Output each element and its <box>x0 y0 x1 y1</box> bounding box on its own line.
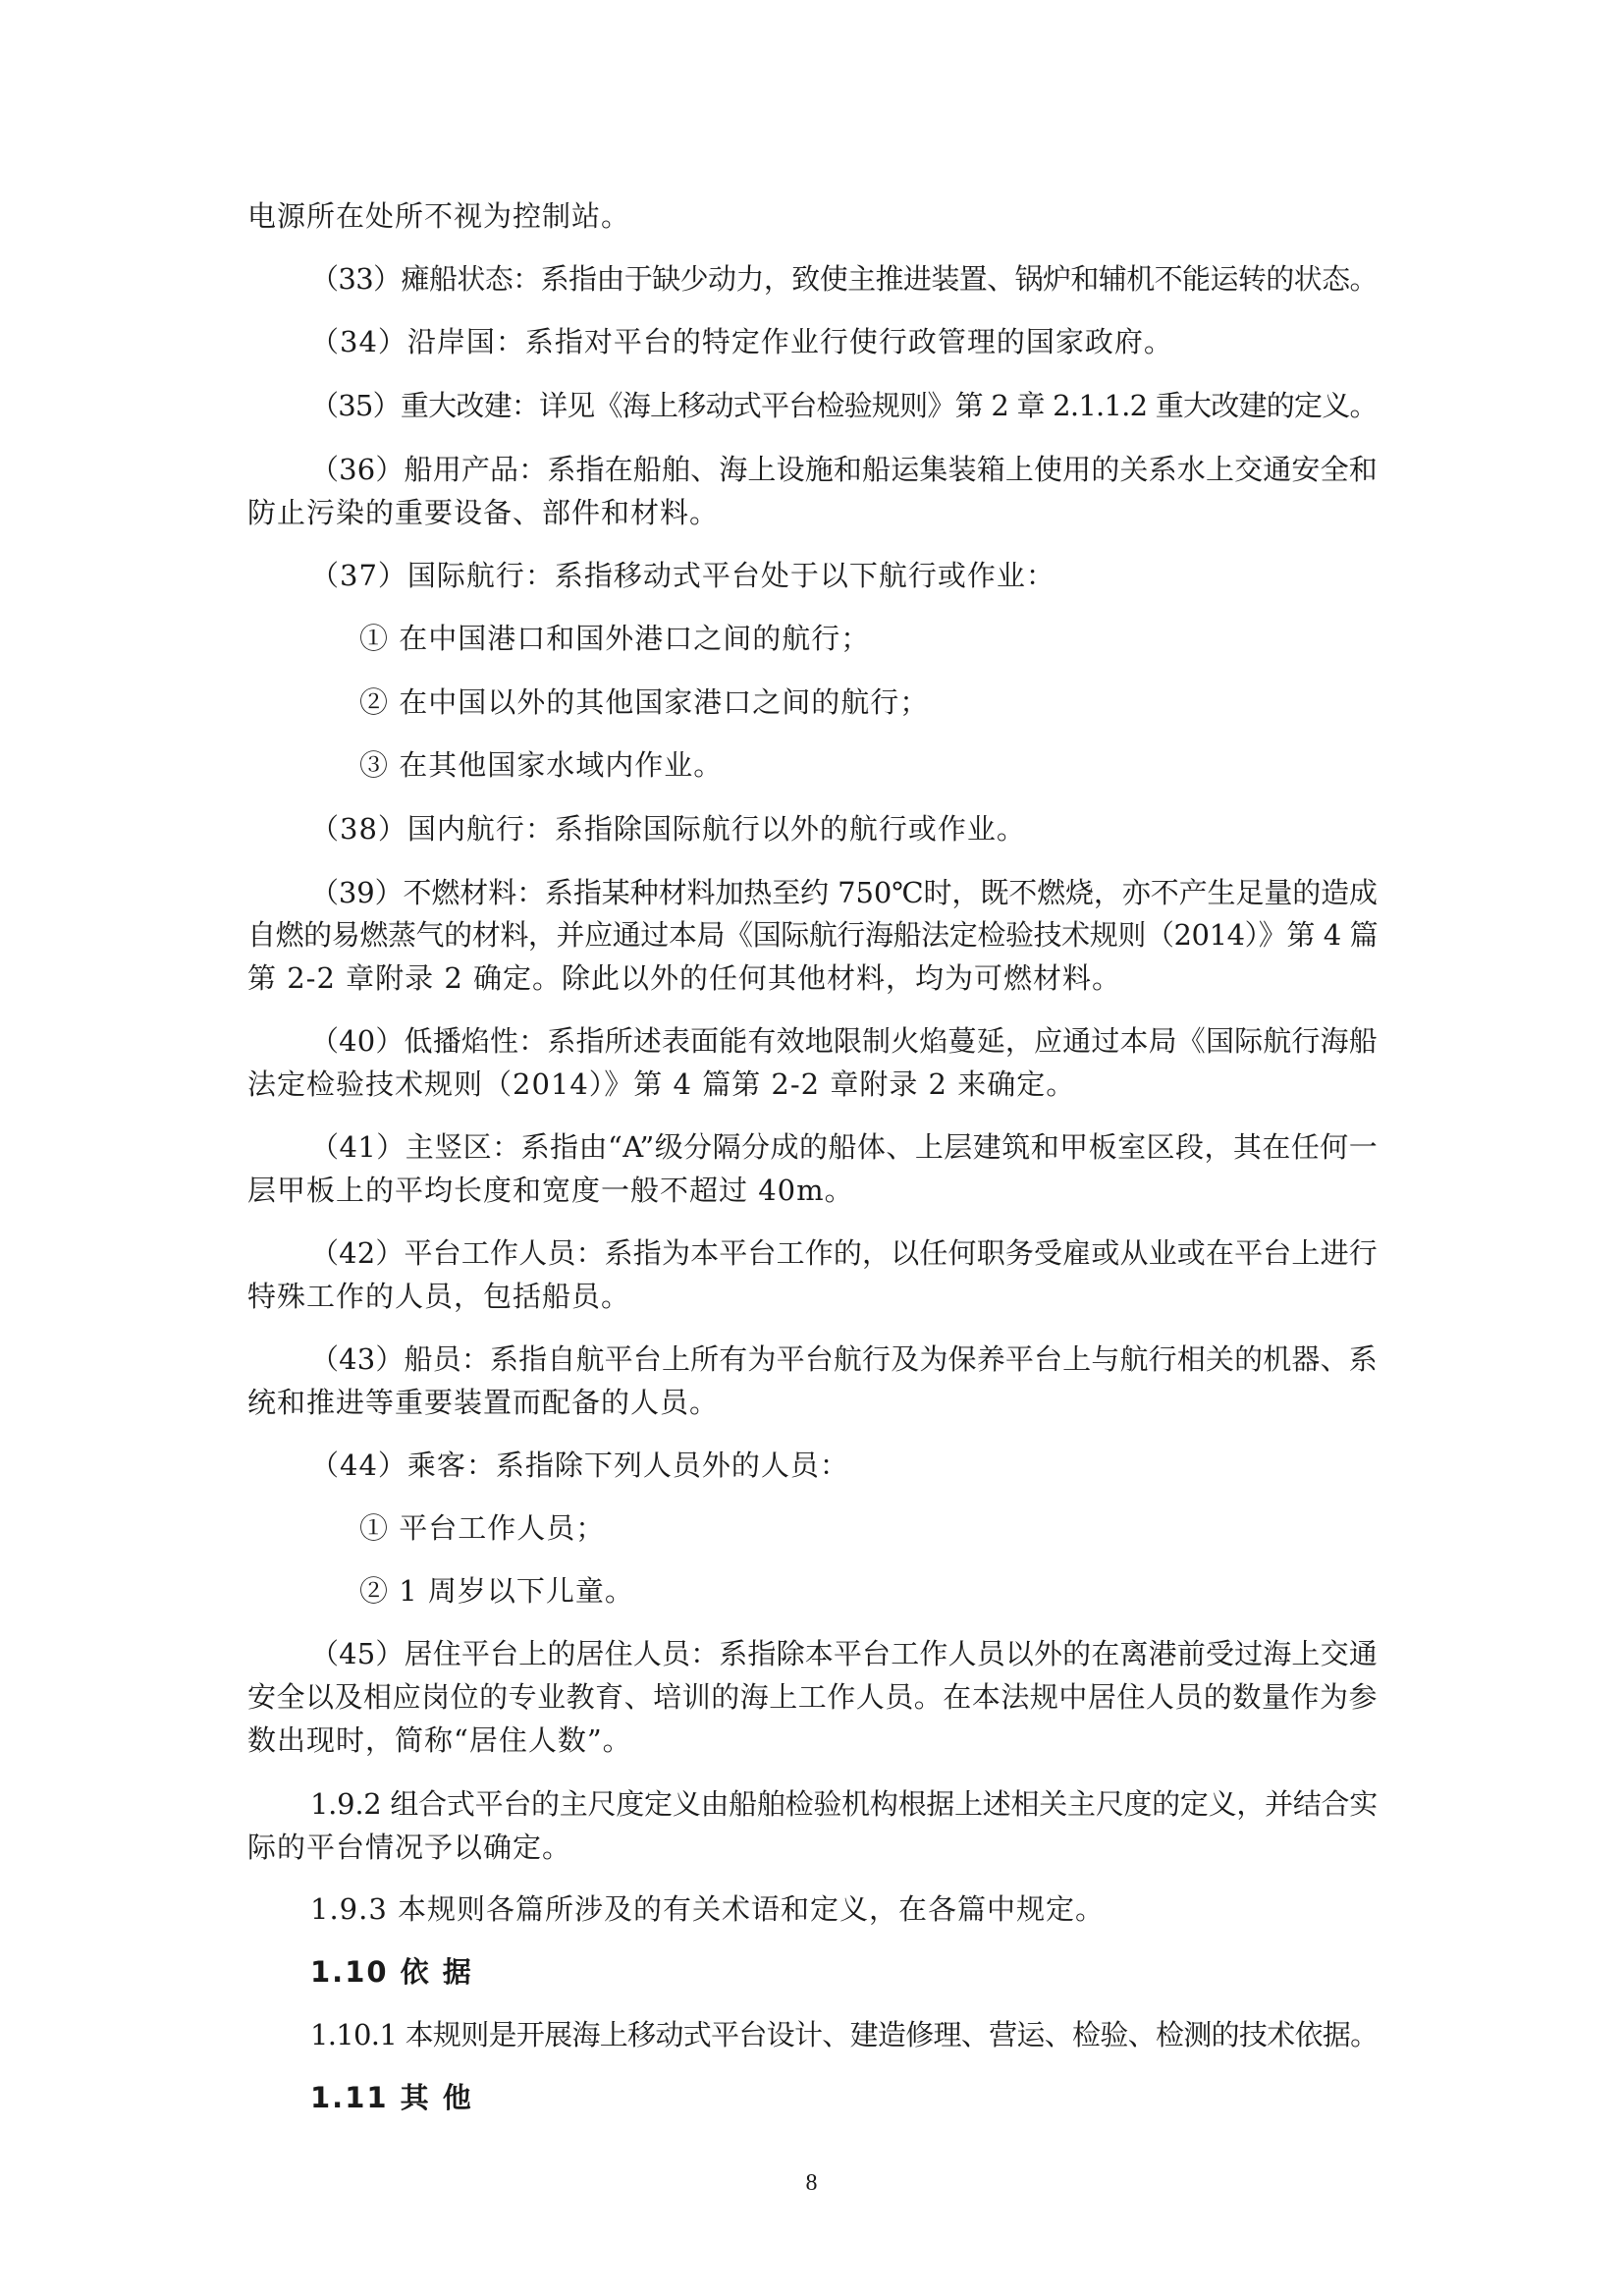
text-line: 际的平台情况予以确定。 <box>247 1831 572 1864</box>
section-heading: 1.10 依 据 <box>310 1955 473 1989</box>
text-line: （38）国内航行：系指除国际航行以外的航行或作业。 <box>310 812 1026 846</box>
text-line: （39）不燃材料：系指某种材料加热至约 750℃时，既不燃烧，亦不产生足量的造成 <box>310 876 1378 909</box>
text-line: 防止污染的重要设备、部件和材料。 <box>247 496 720 529</box>
text-line: 层甲板上的平均长度和宽度一般不超过 40m。 <box>247 1174 854 1207</box>
text-line: 1.9.3 本规则各篇所涉及的有关术语和定义，在各篇中规定。 <box>310 1892 1106 1926</box>
list-item: ② 1 周岁以下儿童。 <box>359 1574 634 1608</box>
text-line: 法定检验技术规则（2014）》第 4 篇第 2-2 章附录 2 来确定。 <box>247 1067 1076 1101</box>
text-line: 电源所在处所不视为控制站。 <box>247 199 631 233</box>
list-item: ① 平台工作人员； <box>359 1511 606 1545</box>
page-number: 8 <box>805 2170 818 2196</box>
list-item: ③ 在其他国家水域内作业。 <box>359 748 724 782</box>
text-line: （44）乘客：系指除下列人员外的人员： <box>310 1449 849 1482</box>
text-line: 特殊工作的人员，包括船员。 <box>247 1280 631 1313</box>
text-line: （36）船用产品：系指在船舶、海上设施和船运集装箱上使用的关系水上交通安全和 <box>310 453 1378 486</box>
text-line: （33）瘫船状态：系指由于缺少动力，致使主推进装置、锅炉和辅机不能运转的状态。 <box>310 262 1378 296</box>
text-line: 数出现时，简称“居住人数”。 <box>247 1723 632 1757</box>
text-line: （43）船员：系指自航平台上所有为平台航行及为保养平台上与航行相关的机器、系 <box>310 1342 1378 1376</box>
text-line: 自燃的易燃蒸气的材料，并应通过本局《国际航行海船法定检验技术规则（2014）》第 4 篇 <box>247 918 1379 952</box>
text-line: 第 2-2 章附录 2 确定。除此以外的任何其他材料，均为可燃材料。 <box>247 961 1122 995</box>
text-line: 1.9.2 组合式平台的主尺度定义由船舶检验机构根据上述相关主尺度的定义，并结合实 <box>310 1787 1379 1821</box>
text-line: （42）平台工作人员：系指为本平台工作的，以任何职务受雇或从业或在平台上进行 <box>310 1236 1378 1270</box>
text-line: （35）重大改建：详见《海上移动式平台检验规则》第 2 章 2.1.1.2 重大改建的定义。 <box>310 389 1378 422</box>
text-line: 安全以及相应岗位的专业教育、培训的海上工作人员。在本法规中居住人员的数量作为参 <box>247 1680 1379 1714</box>
list-item: ① 在中国港口和国外港口之间的航行； <box>359 622 871 655</box>
text-line: 统和推进等重要装置而配备的人员。 <box>247 1386 720 1419</box>
text-line: （40）低播焰性：系指所述表面能有效地限制火焰蔓延，应通过本局《国际航行海船 <box>310 1024 1378 1058</box>
text-line: （41）主竖区：系指由“A”级分隔分成的船体、上层建筑和甲板室区段，其在任何一 <box>310 1130 1379 1164</box>
text-line: （45）居住平台上的居住人员：系指除本平台工作人员以外的在离港前受过海上交通 <box>310 1637 1378 1670</box>
text-line: （34）沿岸国：系指对平台的特定作业行使行政管理的国家政府。 <box>310 325 1173 358</box>
text-line: （37）国际航行：系指移动式平台处于以下航行或作业： <box>310 559 1055 592</box>
text-line: 1.10.1 本规则是开展海上移动式平台设计、建造修理、营运、检验、检测的技术依据。 <box>310 2018 1379 2051</box>
list-item: ② 在中国以外的其他国家港口之间的航行； <box>359 685 930 719</box>
section-heading: 1.11 其 他 <box>310 2081 473 2114</box>
